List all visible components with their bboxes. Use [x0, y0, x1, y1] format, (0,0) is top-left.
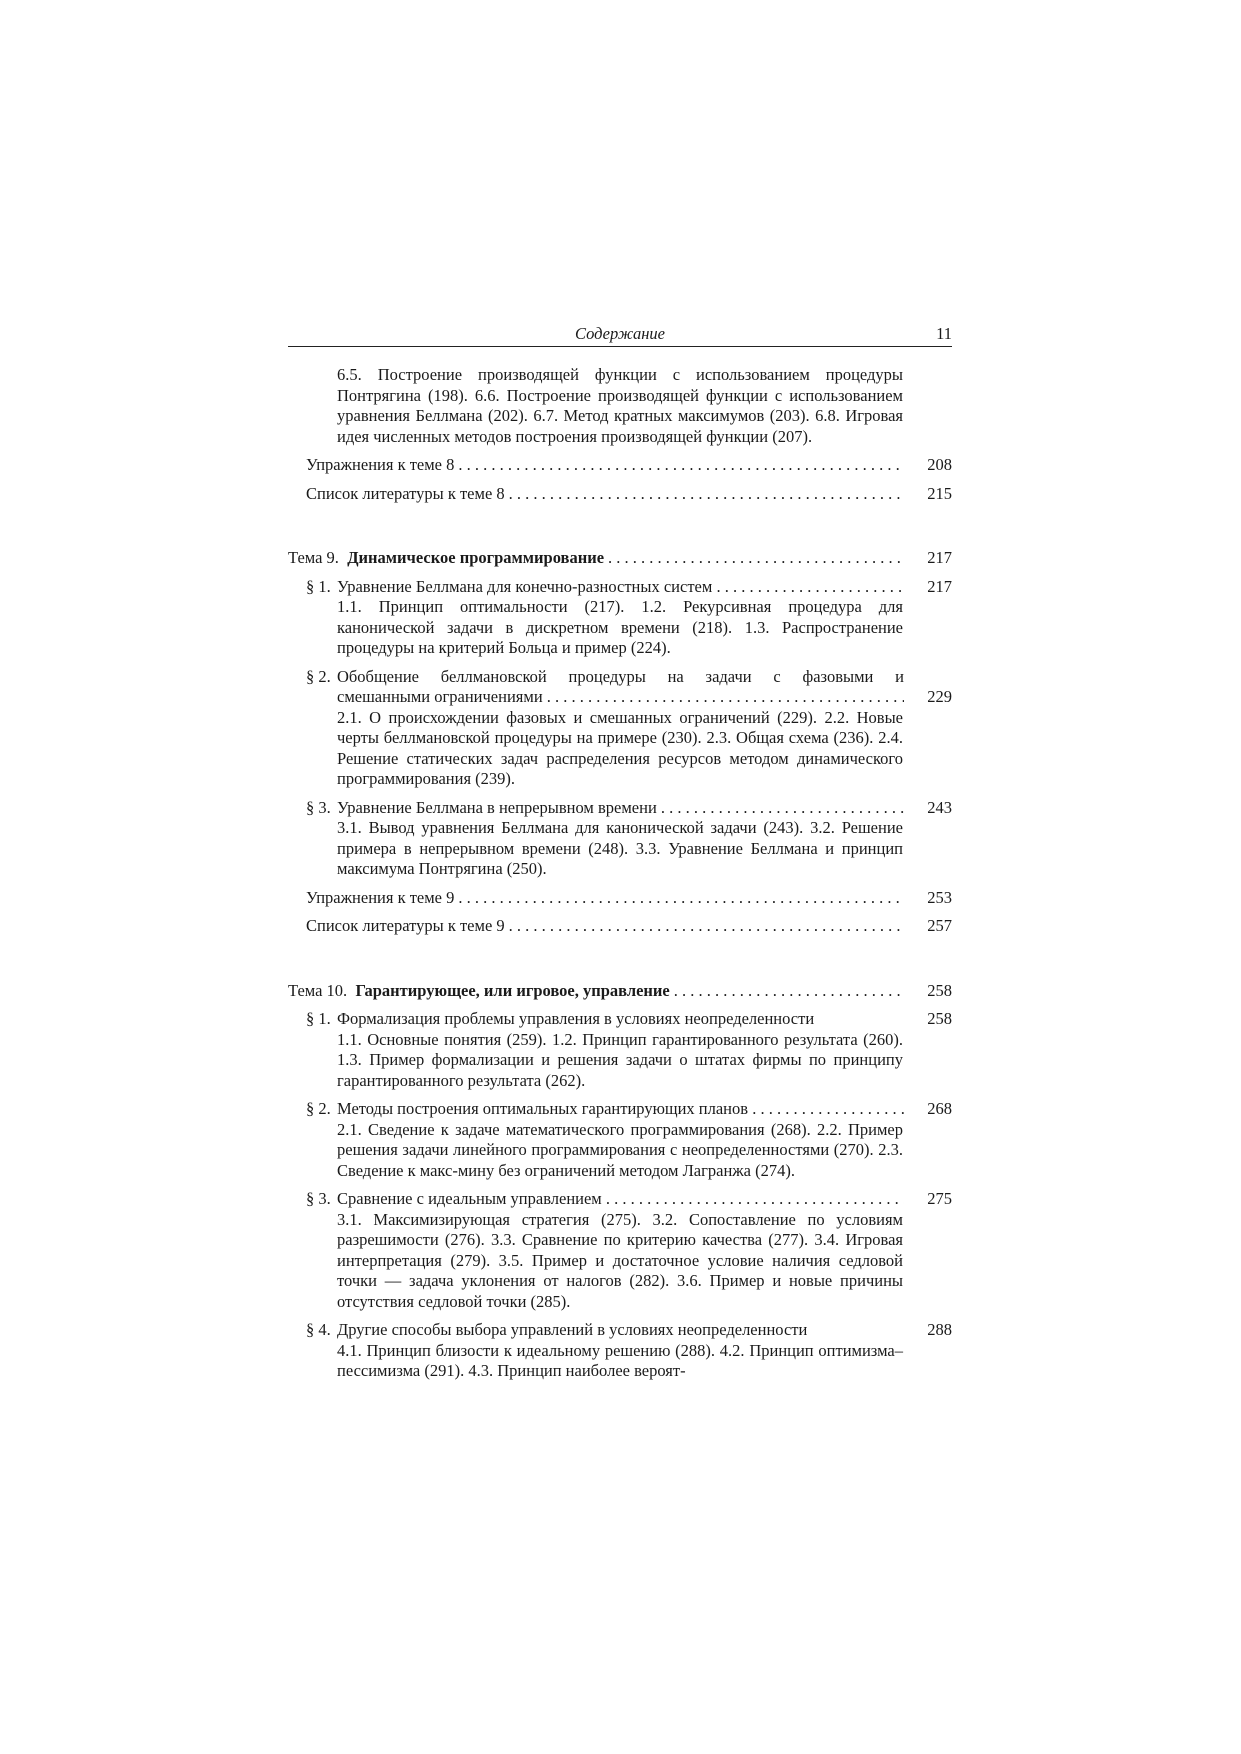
topic-title: Гарантирующее, или игровое, управление [355, 980, 670, 1000]
section-subentries: 1.1. Основные понятия (259). 1.2. Принцип гарантированного результата (260). 1.3. Пример формализации и решения задачи о штатах фирмы по принципу гарантированного результата (262). [337, 1029, 903, 1090]
section-page: 275 [927, 1189, 952, 1208]
toc-section-10-3[interactable] [306, 1189, 952, 1312]
section-mark: § 2. [306, 666, 331, 686]
toc-section-9-1[interactable] [306, 577, 952, 659]
toc-topic-9[interactable] [288, 548, 952, 569]
running-head [288, 322, 952, 347]
section-page: 288 [927, 1320, 952, 1339]
toc-entry-exercises-8[interactable] [306, 455, 952, 476]
section-title: Уравнение Беллмана для конечно-разностных систем . . . [337, 577, 904, 598]
section-mark: § 1. [306, 1009, 331, 1028]
toc-entry-label: Упражнения к теме 8 [306, 455, 458, 476]
section-title: Уравнение Беллмана в непрерывном времени . . . [337, 798, 904, 819]
topic-page: 258 [927, 980, 952, 1000]
section-title: Сравнение с идеальным управлением . . . [337, 1189, 904, 1210]
page-number: 11 [936, 324, 952, 343]
leader-dots [509, 484, 904, 505]
section-title-line1: Обобщение беллмановской процедуры на задачи с фазовыми и [337, 666, 904, 686]
toc-entry-label: Список литературы к теме 8 [306, 484, 509, 505]
section-subentries: 1.1. Принцип оптимальности (217). 1.2. Рекурсивная процедура для канонической задачи в дискретном времени (218). 1.3. Распространение процедуры на критерий Больца и пример (224). [337, 597, 903, 657]
section-mark: § 2. [306, 1099, 331, 1118]
toc-entry-exercises-9[interactable] [306, 888, 952, 909]
toc-section-9-2[interactable] [306, 667, 952, 790]
toc-entry-label: Список литературы к теме 9 [306, 916, 509, 937]
topic-page: 217 [927, 548, 952, 567]
leader-dots [608, 548, 904, 569]
toc-section-10-2[interactable] [306, 1099, 952, 1181]
section-title-line2: смешанными ограничениями . . . [337, 687, 904, 708]
topic-prefix: Тема 10. [288, 980, 348, 1000]
topic-prefix: Тема 9. [288, 548, 339, 567]
section-mark: § 1. [306, 576, 331, 596]
toc-entry-page: 215 [927, 483, 952, 503]
leader-dots [458, 888, 904, 909]
running-head-title: Содержание [574, 324, 665, 343]
section-subentries: 3.1. Максимизирующая стратегия (275). 3.2. Сопоставление по условиям разрешимости (276). 3.3. Сравнение по критерию качества (277). 3.4. Игровая интерпретация (279). 3.5. Пример и достаточное условие наличия седловой точки — задача уклонения от налогов (282). 3.6. Пример и новые причины отсутствия седловой точки (285). [337, 1209, 903, 1311]
section-subentries: 3.1. Вывод уравнения Беллмана для канонической задачи (243). 3.2. Решение примера в непрерывном времени (248). 3.3. Уравнение Беллмана и принцип максимума Понтрягина (250). [337, 818, 903, 878]
section-page: 243 [927, 797, 952, 817]
toc-topic-10[interactable] [288, 981, 952, 1002]
leader-dots [509, 916, 904, 937]
toc-page [288, 322, 952, 1382]
section-title: Формализация проблемы управления в условиях неопределенности [337, 1009, 815, 1028]
leader-dots [674, 981, 904, 1002]
section-subentries: 4.1. Принцип близости к идеальному решению (288). 4.2. Принцип оптимизма–пессимизма (291). 4.3. Принцип наиболее вероят- [337, 1340, 903, 1380]
toc-entry-page: 253 [927, 887, 952, 907]
leader-dots [458, 455, 904, 476]
section-subentries: 2.1. О происхождении фазовых и смешанных ограничений (229). 2.2. Новые черты беллмановской процедуры на примере (230). 2.3. Общая схема (236). 2.4. Решение статических задач распределения ресурсов методом динамического программирования (239). [337, 707, 903, 788]
section-mark: § 4. [306, 1320, 331, 1339]
section-subentries: 2.1. Сведение к задаче математического программирования (268). 2.2. Пример решения задачи линейного программирования с неопределенностями (270). 2.3. Сведение к макс-мину без ограничений методом Лагранжа (274). [337, 1119, 903, 1180]
toc-entry-literature-9[interactable] [306, 916, 952, 937]
section-page: 229 [927, 687, 952, 706]
section-mark: § 3. [306, 1189, 331, 1208]
toc-section-10-4[interactable] [306, 1320, 952, 1382]
toc-entry-page: 208 [927, 455, 952, 474]
section-title: Другие способы выбора управлений в условиях неопределенности [337, 1320, 808, 1339]
toc-section-10-1[interactable] [306, 1009, 952, 1091]
topic-title: Динамическое программирование [347, 548, 605, 567]
section-page: 217 [927, 576, 952, 596]
toc-entry-page: 257 [927, 916, 952, 935]
section-title: Методы построения оптимальных гарантирующих планов . . . [337, 1099, 904, 1120]
continuation-text: 6.5. Построение производящей функции с использованием процедуры Понтрягина (198). 6.6. Построение производящей функции с использованием уравнения Беллмана (202). 6.7. Метод кратных максимумов (203). 6.8. Игровая идея численных методов построения производящей функции (207). [337, 365, 903, 446]
section-page: 258 [927, 1009, 952, 1028]
section-page: 268 [927, 1099, 952, 1118]
section-mark: § 3. [306, 797, 331, 817]
toc-entry-label: Упражнения к теме 9 [306, 888, 458, 909]
toc-section-9-3[interactable] [306, 798, 952, 880]
toc-entry-literature-8[interactable] [306, 484, 952, 505]
